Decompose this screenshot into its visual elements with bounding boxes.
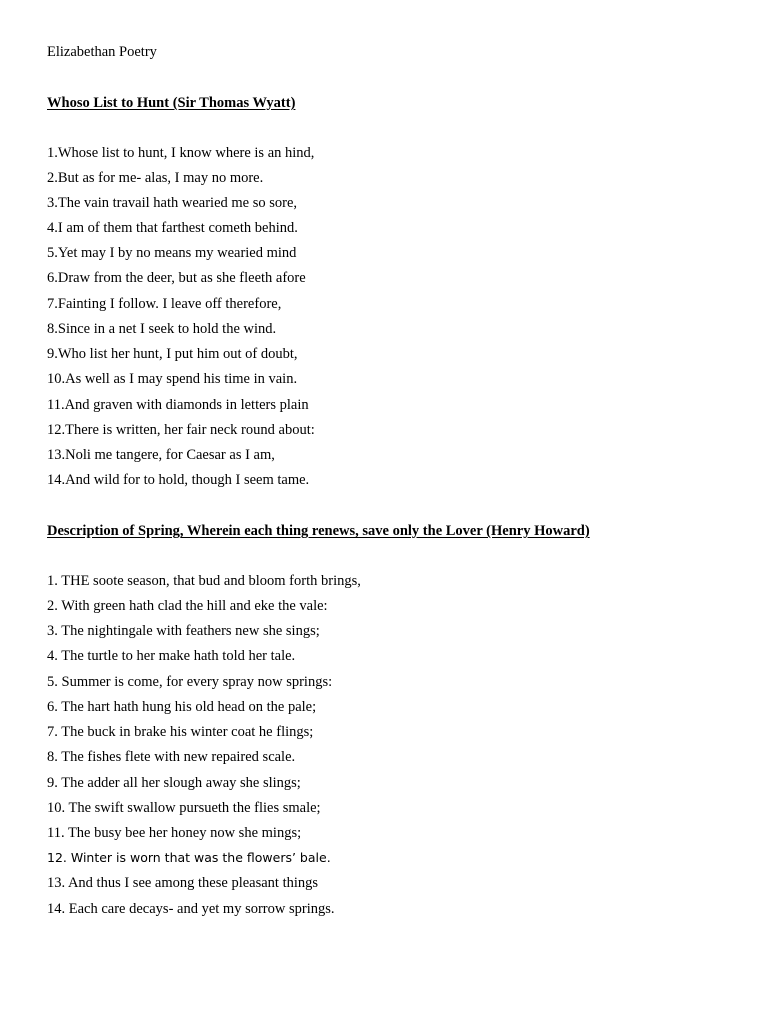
poem-1-line: 7.Fainting I follow. I leave off therefore, xyxy=(47,296,282,312)
poem-2-heading: Description of Spring, Wherein each thing renews, save only the Lover (Henry Howard) xyxy=(47,523,590,539)
poem-2-line: 1. THE soote season, that bud and bloom forth brings, xyxy=(47,573,361,589)
poem-2-line: 12. Winter is worn that was the flowers’ bale. xyxy=(47,850,331,865)
poem-2-line: 13. And thus I see among these pleasant things xyxy=(47,875,319,891)
poem-1-line: 10.As well as I may spend his time in vain. xyxy=(47,371,298,387)
poem-1-line: 9.Who list her hunt, I put him out of doubt, xyxy=(47,346,298,362)
poem-1-line: 11.And graven with diamonds in letters plain xyxy=(47,397,309,413)
poem-1-line: 2.But as for me- alas, I may no more. xyxy=(47,170,264,186)
poem-2-line: 11. The busy bee her honey now she mings; xyxy=(47,825,302,841)
poem-2-line: 14. Each care decays- and yet my sorrow springs. xyxy=(47,901,335,917)
poem-1-line: 12.There is written, her fair neck round about: xyxy=(47,422,315,438)
poem-2-line: 6. The hart hath hung his old head on the pale; xyxy=(47,699,317,715)
poem-2-line: 7. The buck in brake his winter coat he flings; xyxy=(47,724,314,740)
poem-1-heading: Whoso List to Hunt (Sir Thomas Wyatt) xyxy=(47,95,296,111)
poem-1-line: 6.Draw from the deer, but as she fleeth afore xyxy=(47,270,306,286)
poem-2-line: 9. The adder all her slough away she slings; xyxy=(47,775,301,791)
poem-2-line: 2. With green hath clad the hill and eke the vale: xyxy=(47,598,328,614)
poem-1-line: 13.Noli me tangere, for Caesar as I am, xyxy=(47,447,275,463)
poem-1-line: 8.Since in a net I seek to hold the wind. xyxy=(47,321,277,337)
poem-2-line: 10. The swift swallow pursueth the flies smale; xyxy=(47,800,321,816)
poem-1-line: 5.Yet may I by no means my wearied mind xyxy=(47,245,297,261)
poem-2-line: 4. The turtle to her make hath told her tale. xyxy=(47,648,296,664)
poem-1-line: 3.The vain travail hath wearied me so sore, xyxy=(47,195,298,211)
poem-2-line: 3. The nightingale with feathers new she sings; xyxy=(47,623,320,639)
poem-1-line: 4.I am of them that farthest cometh behind. xyxy=(47,220,298,236)
poem-2-line: 5. Summer is come, for every spray now springs: xyxy=(47,674,333,690)
poem-1-line: 1.Whose list to hunt, I know where is an hind, xyxy=(47,145,315,161)
document-title: Elizabethan Poetry xyxy=(47,44,157,60)
poem-1-line: 14.And wild for to hold, though I seem tame. xyxy=(47,472,310,488)
poem-2-line: 8. The fishes flete with new repaired scale. xyxy=(47,749,296,765)
